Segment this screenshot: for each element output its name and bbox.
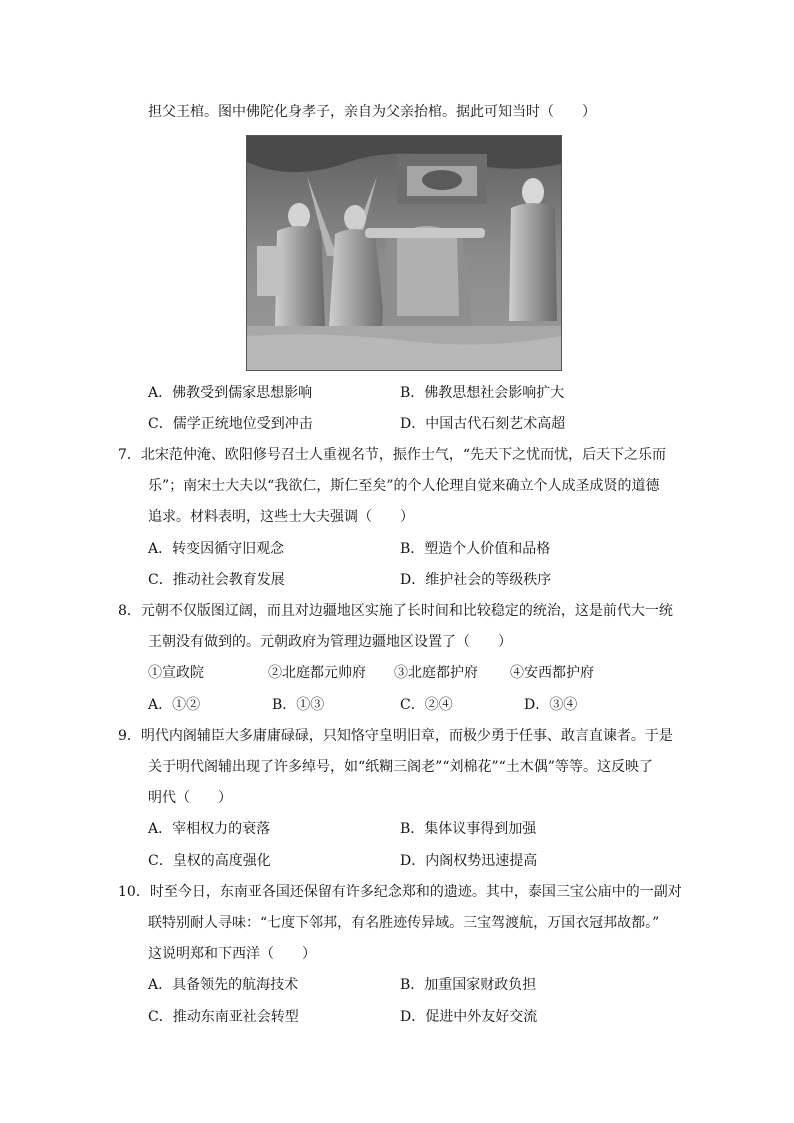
q8-item-2: ②北庭都元帅府 xyxy=(268,665,366,681)
q9-line-1: 9．明代内阁辅臣大多庸庸碌碌，只知恪守皇明旧章，而极少勇于任事、敢言直谏者。于是 xyxy=(118,728,673,744)
q8-option-d: D．③④ xyxy=(524,697,578,713)
q7-option-c: C．推动社会教育发展 xyxy=(148,572,285,588)
stone-relief-image xyxy=(246,135,562,371)
q10-option-a: A．具备领先的航海技术 xyxy=(148,977,299,993)
q8-line-2: 王朝没有做到的。元朝政府为管理边疆地区设置了（ ） xyxy=(148,634,512,650)
q6-option-a: A．佛教受到儒家思想影响 xyxy=(148,385,313,401)
q7-line-3: 追求。材料表明，这些士大夫强调（ ） xyxy=(148,509,414,525)
q10-line-2: 联特别耐人寻味：“七度下邻邦，有名胜迹传异域。三宝驾渡航，万国衣冠邦故都。” xyxy=(148,915,660,931)
q10-line-3: 这说明郑和下西洋（ ） xyxy=(148,946,316,962)
q6-option-d: D．中国古代石刻艺术高超 xyxy=(400,416,566,432)
q6-option-c: C．儒学正统地位受到冲击 xyxy=(148,416,313,432)
q9-option-d: D．内阁权势迅速提高 xyxy=(400,853,538,869)
q8-item-3: ③北庭都护府 xyxy=(394,665,478,681)
q8-option-a: A．①② xyxy=(148,697,201,713)
q9-option-b: B．集体议事得到加强 xyxy=(400,821,537,837)
q7-option-a: A．转变因循守旧观念 xyxy=(148,541,285,557)
q10-option-c: C．推动东南亚社会转型 xyxy=(148,1009,299,1025)
q9-option-c: C．皇权的高度强化 xyxy=(148,853,271,869)
q8-item-1: ①宣政院 xyxy=(148,665,204,681)
q7-option-b: B．塑造个人价值和品格 xyxy=(400,541,551,557)
q9-option-a: A．宰相权力的衰落 xyxy=(148,821,271,837)
q10-line-1: 10．时至今日，东南亚各国还保留有许多纪念郑和的遗迹。其中，泰国三宝公庙中的一副对 xyxy=(118,884,682,900)
q6-stem: 担父王棺。图中佛陀化身孝子，亲自为父亲抬棺。据此可知当时（ ） xyxy=(148,104,596,120)
q7-line-1: 7．北宋范仲淹、欧阳修号召士人重视名节，振作士气，“先天下之忧而忧，后天下之乐而 xyxy=(118,447,667,463)
q10-option-b: B．加重国家财政负担 xyxy=(400,977,537,993)
q8-item-4: ④安西都护府 xyxy=(510,665,594,681)
q8-option-c: C．②④ xyxy=(400,697,453,713)
q6-option-b: B．佛教思想社会影响扩大 xyxy=(400,385,565,401)
q8-line-1: 8．元朝不仅版图辽阔，而且对边疆地区实施了长时间和比较稳定的统治，这是前代大一统 xyxy=(118,603,673,619)
q8-option-b: B．①③ xyxy=(272,697,325,713)
q7-line-2: 乐”；南宋士大夫以“我欲仁，斯仁至矣”的个人伦理自觉来确立个人成圣成贤的道德 xyxy=(148,478,660,494)
q9-line-3: 明代（ ） xyxy=(148,790,232,806)
q9-line-2: 关于明代阁辅出现了许多绰号，如“纸糊三阁老”“刘棉花”“土木偶”等等。这反映了 xyxy=(148,759,653,775)
q10-option-d: D．促进中外友好交流 xyxy=(400,1009,538,1025)
q7-option-d: D．维护社会的等级秩序 xyxy=(400,572,552,588)
